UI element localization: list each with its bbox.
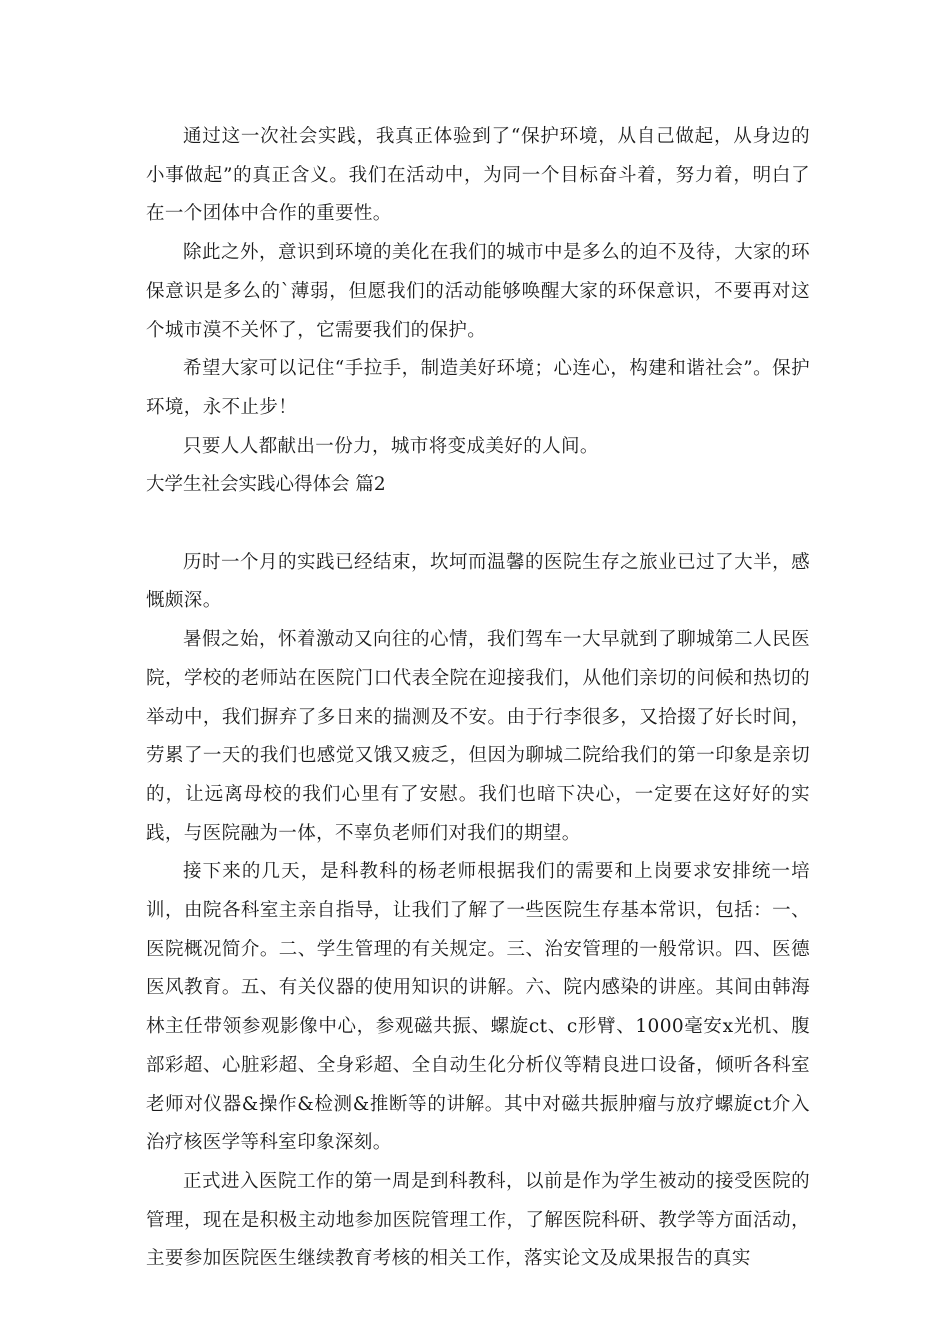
paragraph: 历时一个月的实践已经结束，坎坷而温馨的医院生存之旅业已过了大半，感慨颇深。 (146, 551, 810, 612)
paragraph: 暑假之始，怀着激动又向往的心情，我们驾车一大早就到了聊城第二人民医院，学校的老师站在医院门口代表全院在迎接我们，从他们亲切的问候和热切的举动中，我们摒弃了多日来的揣测及不安。由于行李很多，又拾掇了好长时间，劳累了一天的我们也感觉又饿又疲乏，但因为聊城二院给我们的第一印象是亲切的，让远离母校的我们心里有了安慰。我们也暗下决心，一定要在这好好的实践，与医院融为一体，不辜负老师们对我们的期望。 (146, 629, 810, 844)
paragraph: 通过这一次社会实践，我真正体验到了“保护环境，从自己做起，从身边的小事做起”的真正含义。我们在活动中，为同一个目标奋斗着，努力着，明白了在一个团体中合作的重要性。 (146, 126, 810, 225)
blank-line (146, 505, 810, 544)
paragraph: 只要人人都献出一份力，城市将变成美好的人间。 (183, 435, 599, 457)
paragraph: 希望大家可以记住“手拉手，制造美好环境；心连心，构建和谐社会”。保护环境，永不止步！ (146, 358, 810, 418)
document-body (146, 118, 810, 1279)
section-heading: 大学生社会实践心得体会 篇2 (146, 474, 386, 496)
paragraph: 除此之外，意识到环境的美化在我们的城市中是多么的迫不及待，大家的环保意识是多么的`薄弱，但愿我们的活动能够唤醒大家的环保意识，不要再对这个城市漠不关怀了，它需要我们的保护。 (146, 242, 810, 341)
paragraph: 接下来的几天，是科教科的杨老师根据我们的需要和上岗要求安排统一培训，由院各科室主亲自指导，让我们了解了一些医院生存基本常识，包括：一、医院概况简介。二、学生管理的有关规定。三、治安管理的一般常识。四、医德医风教育。五、有关仪器的使用知识的讲解。六、院内感染的讲座。其间由韩海林主任带领参观影像中心，参观磁共振、螺旋ct、c形臂、1000毫安x光机、腹部彩超、心脏彩超、全身彩超、全自动生化分析仪等精良进口设备，倾听各科室老师对仪器&操作&检测&推断等的讲解。其中对磁共振肿瘤与放疗螺旋ct介入治疗核医学等科室印象深刻。 (146, 861, 810, 1154)
paragraph: 正式进入医院工作的第一周是到科教科，以前是作为学生被动的接受医院的管理，现在是积极主动地参加医院管理工作，了解医院科研、教学等方面活动，主要参加医院医生继续教育考核的相关工作，落实论文及成果报告的真实 (146, 1170, 810, 1270)
